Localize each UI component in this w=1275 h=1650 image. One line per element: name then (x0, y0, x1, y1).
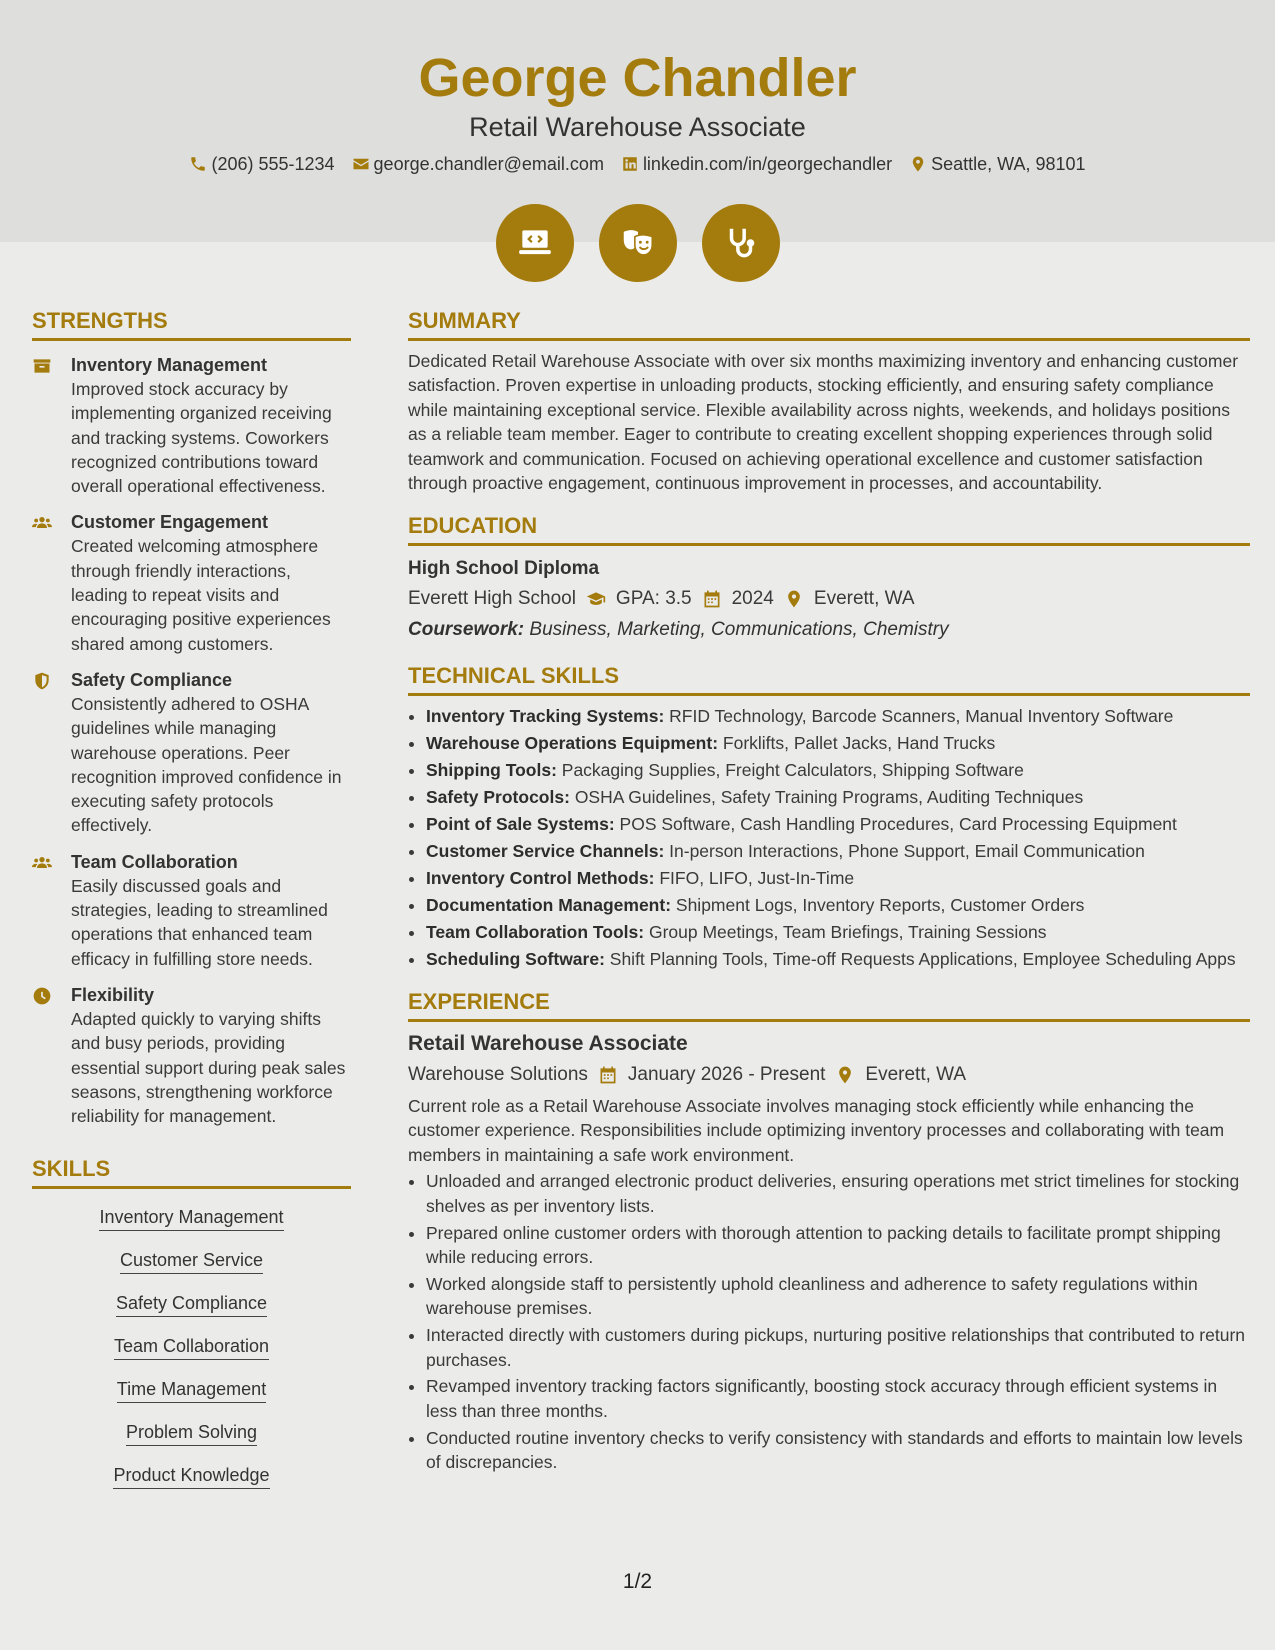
education-degree: High School Diploma (408, 558, 600, 580)
education-gpa: GPA: 3.5 (615, 588, 692, 610)
list-item (426, 785, 1250, 809)
education-year: 2024 (731, 588, 774, 610)
list-item (426, 839, 1250, 863)
education-location: Everett, WA (813, 588, 915, 610)
tech-skill-label: Scheduling Software: (426, 948, 605, 969)
skills-heading: SKILLS (32, 1154, 351, 1189)
job-bullets (408, 1169, 1250, 1474)
skill-label: Customer Service (120, 1248, 263, 1274)
strength-desc: Consistently adhered to OSHA guidelines while managing warehouse operations. Peer recognition improved confidence in executing safety protocols effectively. (71, 693, 342, 836)
map-pin-icon (909, 155, 927, 173)
skill-label: Safety Compliance (116, 1291, 267, 1317)
list-item (426, 731, 1250, 755)
calendar-icon (598, 1065, 618, 1085)
hobby-icons (0, 204, 1275, 282)
tech-skill-label: Inventory Control Methods: (426, 867, 655, 888)
strength-desc: Improved stock accuracy by implementing organized receiving and tracking systems. Coworkers recognized contributions toward overall operational effectiveness. (71, 379, 332, 497)
job-title: Retail Warehouse Associate (408, 1032, 688, 1055)
skill-item (32, 1291, 351, 1317)
strength-desc: Easily discussed goals and strategies, leading to streamlined operations that enhanced team efficacy in fulfilling store needs. (71, 875, 328, 969)
skill-item (32, 1334, 351, 1360)
contact-phone[interactable] (189, 151, 334, 177)
contact-bar (0, 151, 1275, 177)
linkedin-icon (621, 155, 639, 173)
technical-skills-heading: TECHNICAL SKILLS (408, 661, 1250, 696)
strength-title: Inventory Management (71, 355, 268, 375)
tech-skill-label: Team Collaboration Tools: (426, 921, 645, 942)
right-column (408, 306, 1250, 1477)
tech-skill-value: Shipment Logs, Inventory Reports, Customer Orders (675, 894, 1085, 915)
skill-item (32, 1463, 351, 1489)
education-meta (408, 584, 1250, 614)
skill-item (32, 1420, 351, 1446)
summary-text: Dedicated Retail Warehouse Associate with over six months maximizing inventory and enhancing customer satisfaction. Proven expertise in unloading products, stocking efficiently, and ensuring safety compliance while maintaining exceptional service. Flexible availability across nights, weekends, and holidays positions as a reliable team member. Eager to contribute to creating excellent shopping experiences through solid teamwork and communication. Focused on achieving operational excellence and customer satisfaction through proactive engagement, continuous improvement in processes, and accountability. (408, 351, 1239, 494)
shield-icon (32, 671, 52, 691)
candidate-title: Retail Warehouse Associate (469, 112, 806, 142)
skill-label: Team Collaboration (114, 1334, 269, 1360)
list-item: • Unloaded and arranged electronic product deliveries, ensuring operations met strict timelines for stocking shelves as per inventory lists. (426, 1169, 1250, 1218)
laptop-code-icon (516, 224, 554, 262)
clock-icon (32, 986, 52, 1006)
education-school: Everett High School (408, 588, 576, 610)
list-item (426, 812, 1250, 836)
skill-item (32, 1248, 351, 1274)
strength-item (32, 983, 351, 1128)
box-icon (32, 356, 52, 376)
job-dates: January 2026 - Present (627, 1064, 826, 1085)
tech-skill-value: RFID Technology, Barcode Scanners, Manual Inventory Software (669, 706, 1174, 727)
list-item (426, 947, 1250, 971)
list-item (426, 704, 1250, 728)
list-item: • Prepared online customer orders with thorough attention to packing details to facilitate prompt shipping while reducing errors. (426, 1221, 1250, 1270)
list-item (426, 866, 1250, 890)
skills-list (32, 1205, 351, 1489)
linkedin-text: linkedin.com/in/georgechandler (642, 154, 893, 174)
phone-icon (189, 155, 207, 173)
map-pin-icon (784, 589, 804, 609)
job-location: Everett, WA (865, 1064, 967, 1085)
tech-skill-label: Inventory Tracking Systems: (426, 706, 665, 727)
users-icon (32, 853, 52, 873)
tech-skill-label: Safety Protocols: (426, 787, 570, 808)
email-text: george.chandler@email.com (373, 154, 604, 174)
phone-text: (206) 555-1234 (211, 154, 335, 174)
strength-desc: Adapted quickly to varying shifts and busy periods, providing essential support during peak sales seasons, strengthening workforce reliability for management. (71, 1008, 346, 1127)
tech-skill-value: Shift Planning Tools, Time-off Requests Applications, Employee Scheduling Apps (609, 948, 1236, 969)
hobby-circle-theater (599, 204, 677, 282)
tech-skill-value: Forklifts, Pallet Jacks, Hand Trucks (722, 733, 996, 754)
left-column (32, 306, 351, 1489)
tech-skill-label: Point of Sale Systems: (426, 814, 615, 835)
tech-skill-label: Documentation Management: (426, 894, 672, 915)
stethoscope-icon (722, 224, 760, 262)
list-item (426, 758, 1250, 782)
contact-location (909, 151, 1085, 177)
summary-heading: SUMMARY (408, 306, 1250, 341)
education-heading: EDUCATION (408, 511, 1250, 546)
contact-email[interactable] (352, 151, 604, 177)
strengths-heading: STRENGTHS (32, 306, 351, 341)
skill-label: Inventory Management (99, 1205, 283, 1231)
envelope-icon (352, 155, 370, 173)
experience-heading: EXPERIENCE (408, 987, 1250, 1022)
strength-item (32, 510, 351, 655)
skill-item (32, 1205, 351, 1231)
education-coursework (408, 615, 1250, 645)
theater-masks-icon (619, 224, 657, 262)
list-item: • Revamped inventory tracking factors significantly, boosting stock accuracy through efficient systems in less than three months. (426, 1374, 1250, 1423)
candidate-name: George Chandler (418, 48, 857, 108)
strength-title: Team Collaboration (71, 851, 238, 872)
tech-skill-value: In-person Interactions, Phone Support, Email Communication (669, 840, 1145, 861)
calendar-icon (702, 589, 722, 609)
location-text: Seattle, WA, 98101 (931, 154, 1086, 174)
strength-title: Customer Engagement (71, 512, 269, 533)
list-item: • Conducted routine inventory checks to verify consistency with standards and efforts to maintain low levels of discrepancies. (426, 1426, 1250, 1475)
technical-skills-list (408, 704, 1250, 971)
list-item (426, 893, 1250, 917)
map-pin-icon (835, 1065, 855, 1085)
hobby-circle-coding (496, 204, 574, 282)
skill-label: Time Management (117, 1377, 266, 1403)
strength-title: Safety Compliance (71, 669, 233, 690)
skill-label: Problem Solving (126, 1420, 257, 1446)
list-item (426, 920, 1250, 944)
skill-label: Product Knowledge (113, 1463, 269, 1489)
tech-skill-value: Packaging Supplies, Freight Calculators, Shipping Software (561, 760, 1024, 781)
tech-skill-value: FIFO, LIFO, Just-In-Time (659, 867, 855, 888)
strength-item (32, 353, 351, 498)
strength-item (32, 668, 351, 838)
contact-linkedin[interactable] (621, 151, 892, 177)
page-number: 1/2 (622, 1570, 653, 1593)
list-item: • Worked alongside staff to persistently uphold cleanliness and adherence to safety regulations within warehouse premises. (426, 1272, 1250, 1321)
hobby-circle-medical (702, 204, 780, 282)
skill-item (32, 1377, 351, 1403)
tech-skill-label: Customer Service Channels: (426, 840, 665, 861)
strength-item (32, 850, 351, 971)
job-company: Warehouse Solutions (408, 1064, 588, 1085)
tech-skill-value: OSHA Guidelines, Safety Training Programs, Auditing Techniques (574, 787, 1084, 808)
tech-skill-value: POS Software, Cash Handling Procedures, Card Processing Equipment (619, 814, 1177, 835)
job-meta (408, 1060, 1250, 1090)
users-icon (32, 513, 52, 533)
tech-skill-label: Shipping Tools: (426, 760, 557, 781)
job-intro: Current role as a Retail Warehouse Associate involves managing stock efficiently while enhancing the customer experience. Responsibilities include optimizing inventory processes and collaborating with team members in maintaining a safe work environment. (408, 1096, 1225, 1165)
list-item: • Interacted directly with customers during pickups, nurturing positive relationships that contributed to return purchases. (426, 1323, 1250, 1372)
strength-title: Flexibility (71, 984, 155, 1005)
tech-skill-value: Group Meetings, Team Briefings, Training Sessions (648, 921, 1047, 942)
graduation-cap-icon (586, 589, 606, 609)
strength-desc: Created welcoming atmosphere through friendly interactions, leading to repeat visits and encouraging positive experiences shared among customers. (71, 536, 331, 654)
coursework-label: Coursework: (408, 619, 525, 641)
tech-skill-label: Warehouse Operations Equipment: (426, 733, 719, 754)
coursework-list: Business, Marketing, Communications, Chemistry (529, 619, 949, 641)
